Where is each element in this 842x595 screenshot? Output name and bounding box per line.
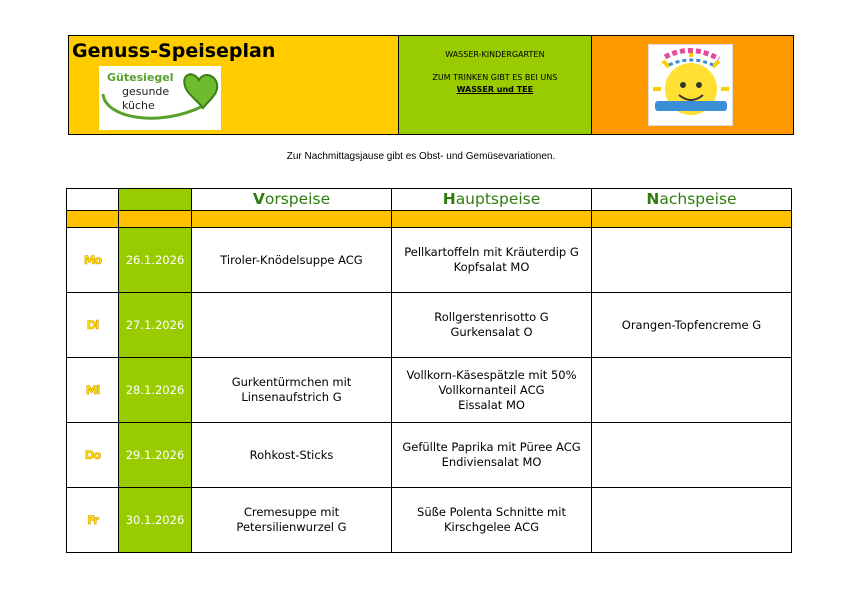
vorspeise-cell-line: Cremesuppe mit [243, 505, 340, 519]
table-row [67, 488, 792, 553]
drink-info-label: ZUM TRINKEN GIBT ES BEI UNS [432, 73, 558, 82]
table-row [67, 423, 792, 488]
header-empty-cell [67, 189, 119, 211]
menu-table [66, 188, 792, 553]
hauptspeise-cell [392, 488, 592, 553]
vorspeise-cell-line: Gurkentürmchen mit [231, 375, 352, 389]
hauptspeise-cell [392, 293, 592, 358]
hauptspeise-cell-line: Gefüllte Paprika mit Püree ACG [402, 440, 581, 454]
header-nachspeise: Nachspeise [592, 189, 792, 211]
hauptspeise-cell-line: Rollgerstenrisotto G [434, 310, 549, 324]
water-kindergarten-label: WASSER-KINDERGARTEN [445, 50, 545, 59]
header-vorspeise: Vorspeise [192, 189, 392, 211]
header-title-cell [69, 36, 399, 134]
hauptspeise-cell-line: Endiviensalat MO [441, 455, 542, 469]
hauptspeise-cell [392, 228, 592, 293]
snack-note: Zur Nachmittagsjause gibt es Obst- und Gemüsevariationen. [286, 151, 556, 162]
date-label: 27.1.2026 [119, 293, 192, 358]
guete-line3: küche [122, 99, 155, 112]
nachspeise-cell: Orangen-Topfencreme G [592, 293, 792, 358]
hauptspeise-cell-line: Pellkartoffeln mit Kräuterdip G [404, 245, 579, 259]
hauptspeise-cell-line: Eissalat MO [458, 397, 525, 412]
kindergarten-logo [648, 44, 733, 126]
table-band-row [67, 211, 792, 228]
header-logo-cell [592, 36, 793, 134]
guetesiegel-logo [99, 66, 221, 130]
header-hauptspeise: Hauptspeise [392, 189, 592, 211]
day-label: Mo [67, 228, 119, 293]
band-cell [392, 211, 592, 228]
date-label: 26.1.2026 [119, 228, 192, 293]
nachspeise-cell [592, 358, 792, 423]
vorspeise-cell [192, 488, 392, 553]
table-header-row [67, 189, 792, 211]
menu-body [67, 228, 792, 553]
sun-logo-icon [649, 45, 732, 125]
hauptspeise-cell-line: Vollkornanteil ACG [438, 382, 545, 397]
nachspeise-cell [592, 423, 792, 488]
vorspeise-cell: Tiroler-Knödelsuppe ACG [192, 228, 392, 293]
header-date-cell [119, 189, 192, 211]
date-label: 28.1.2026 [119, 358, 192, 423]
guete-line1: Gütesiegel [107, 71, 174, 84]
date-label: 30.1.2026 [119, 488, 192, 553]
hauptspeise-cell-line: Vollkorn-Käsespätzle mit 50% [406, 367, 577, 382]
vorspeise-cell [192, 358, 392, 423]
nachspeise-cell [592, 488, 792, 553]
band-cell [119, 211, 192, 228]
page-title: Genuss-Speiseplan [72, 40, 276, 62]
hauptspeise-cell-line: Süße Polenta Schnitte mit [417, 505, 566, 519]
hauptspeise-cell-line: Gurkensalat O [450, 325, 533, 339]
table-row [67, 293, 792, 358]
date-label: 29.1.2026 [119, 423, 192, 488]
header-water-cell [399, 36, 591, 134]
water-tea-label: WASSER und TEE [456, 85, 534, 94]
day-label: Do [67, 423, 119, 488]
vorspeise-cell: Rohkost-Sticks [192, 423, 392, 488]
vorspeise-cell [192, 293, 392, 358]
hauptspeise-cell [392, 423, 592, 488]
hauptspeise-cell-line: Kopfsalat MO [453, 260, 530, 274]
nachspeise-cell [592, 228, 792, 293]
band-cell [192, 211, 392, 228]
table-row [67, 358, 792, 423]
table-row [67, 228, 792, 293]
day-label: Fr [67, 488, 119, 553]
day-label: Mi [67, 358, 119, 423]
guete-line2: gesunde [122, 85, 170, 98]
hauptspeise-cell [392, 358, 592, 423]
hauptspeise-cell-line: Kirschgelee ACG [443, 520, 540, 534]
band-cell [67, 211, 119, 228]
vorspeise-cell-line: Linsenaufstrich G [241, 390, 342, 404]
menu-header [68, 35, 794, 135]
band-cell [592, 211, 792, 228]
day-label: Di [67, 293, 119, 358]
vorspeise-cell-line: Petersilienwurzel G [236, 520, 347, 534]
